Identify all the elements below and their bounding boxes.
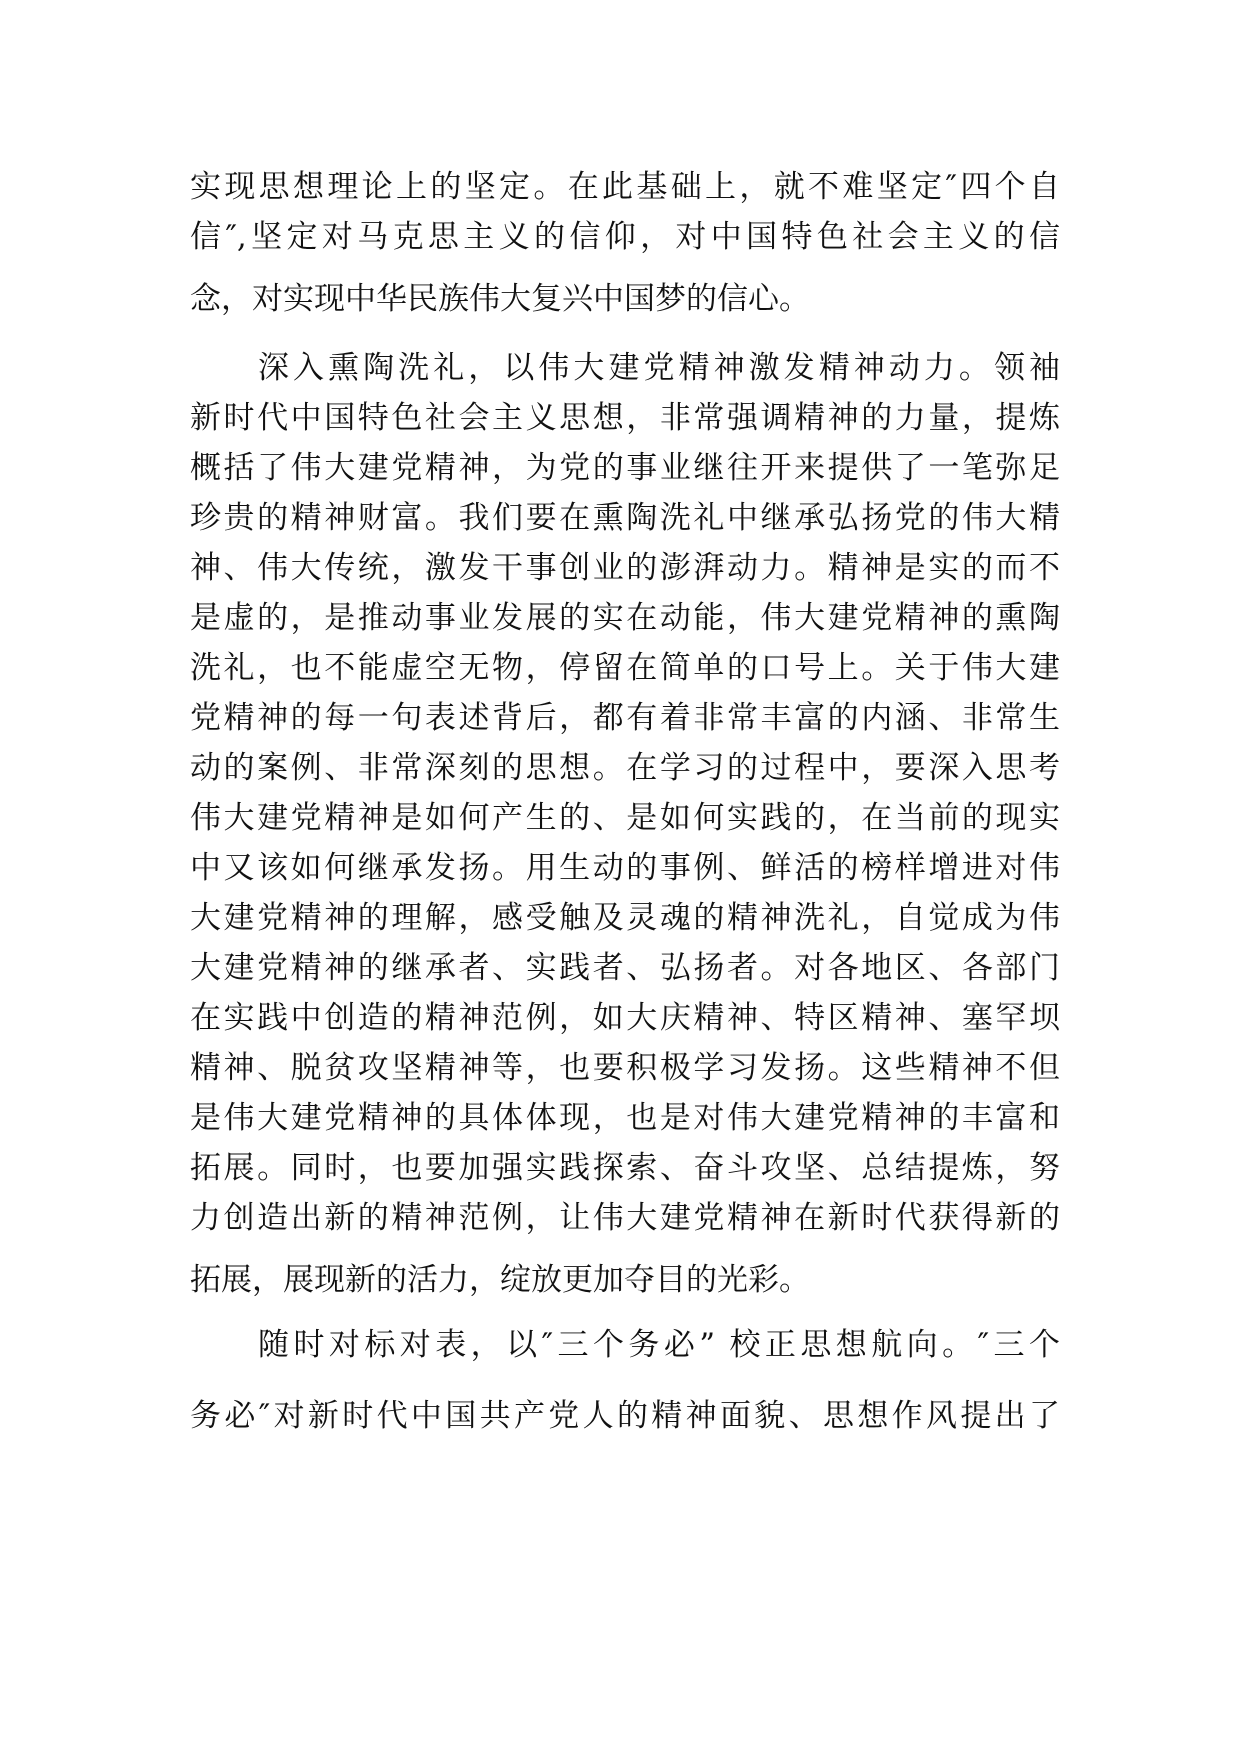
text-line: 随时对标对表，以″三个务必” 校正思想航向。″三个: [258, 1327, 1060, 1363]
text-line: 务必″对新时代中国共产党人的精神面貌、思想作风提出了: [190, 1398, 1060, 1434]
text-line: 是虚的，是推动事业发展的实在动能，伟大建党精神的熏陶: [190, 600, 1060, 636]
text-line: 大建党精神的理解，感受触及灵魂的精神洗礼，自觉成为伟: [190, 900, 1060, 936]
text-line: 洗礼，也不能虚空无物，停留在简单的口号上。关于伟大建: [190, 650, 1060, 686]
text-line: 信″,坚定对马克思主义的信仰，对中国特色社会主义的信: [190, 219, 1060, 255]
text-line: 珍贵的精神财富。我们要在熏陶洗礼中继承弘扬党的伟大精: [190, 500, 1060, 536]
text-line: 精神、脱贫攻坚精神等，也要积极学习发扬。这些精神不但: [190, 1050, 1060, 1086]
text-line: 实现思想理论上的坚定。在此基础上，就不难坚定″四个自: [190, 169, 1060, 205]
text-line: 在实践中创造的精神范例，如大庆精神、特区精神、塞罕坝: [190, 1000, 1060, 1036]
text-line: 力创造出新的精神范例，让伟大建党精神在新时代获得新的: [190, 1200, 1060, 1236]
text-line: 新时代中国特色社会主义思想，非常强调精神的力量，提炼: [190, 400, 1060, 436]
text-line: 伟大建党精神是如何产生的、是如何实践的，在当前的现实: [190, 800, 1060, 836]
text-line: 是伟大建党精神的具体体现，也是对伟大建党精神的丰富和: [190, 1100, 1060, 1136]
text-line: 拓展，展现新的活力，绽放更加夺目的光彩。: [190, 1262, 810, 1298]
text-line: 神、伟大传统，激发干事创业的澎湃动力。精神是实的而不: [190, 550, 1060, 586]
text-line: 动的案例、非常深刻的思想。在学习的过程中，要深入思考: [190, 750, 1060, 786]
text-line: 深入熏陶洗礼，以伟大建党精神激发精神动力。领袖: [258, 350, 1060, 386]
text-line: 大建党精神的继承者、实践者、弘扬者。对各地区、各部门: [190, 950, 1060, 986]
text-line: 党精神的每一句表述背后，都有着非常丰富的内涵、非常生: [190, 700, 1060, 736]
text-line: 概括了伟大建党精神，为党的事业继往开来提供了一笔弥足: [190, 450, 1060, 486]
text-line: 念，对实现中华民族伟大复兴中国梦的信心。: [190, 281, 810, 317]
text-line: 中又该如何继承发扬。用生动的事例、鲜活的榜样增进对伟: [190, 850, 1060, 886]
text-line: 拓展。同时，也要加强实践探索、奋斗攻坚、总结提炼，努: [190, 1150, 1060, 1186]
